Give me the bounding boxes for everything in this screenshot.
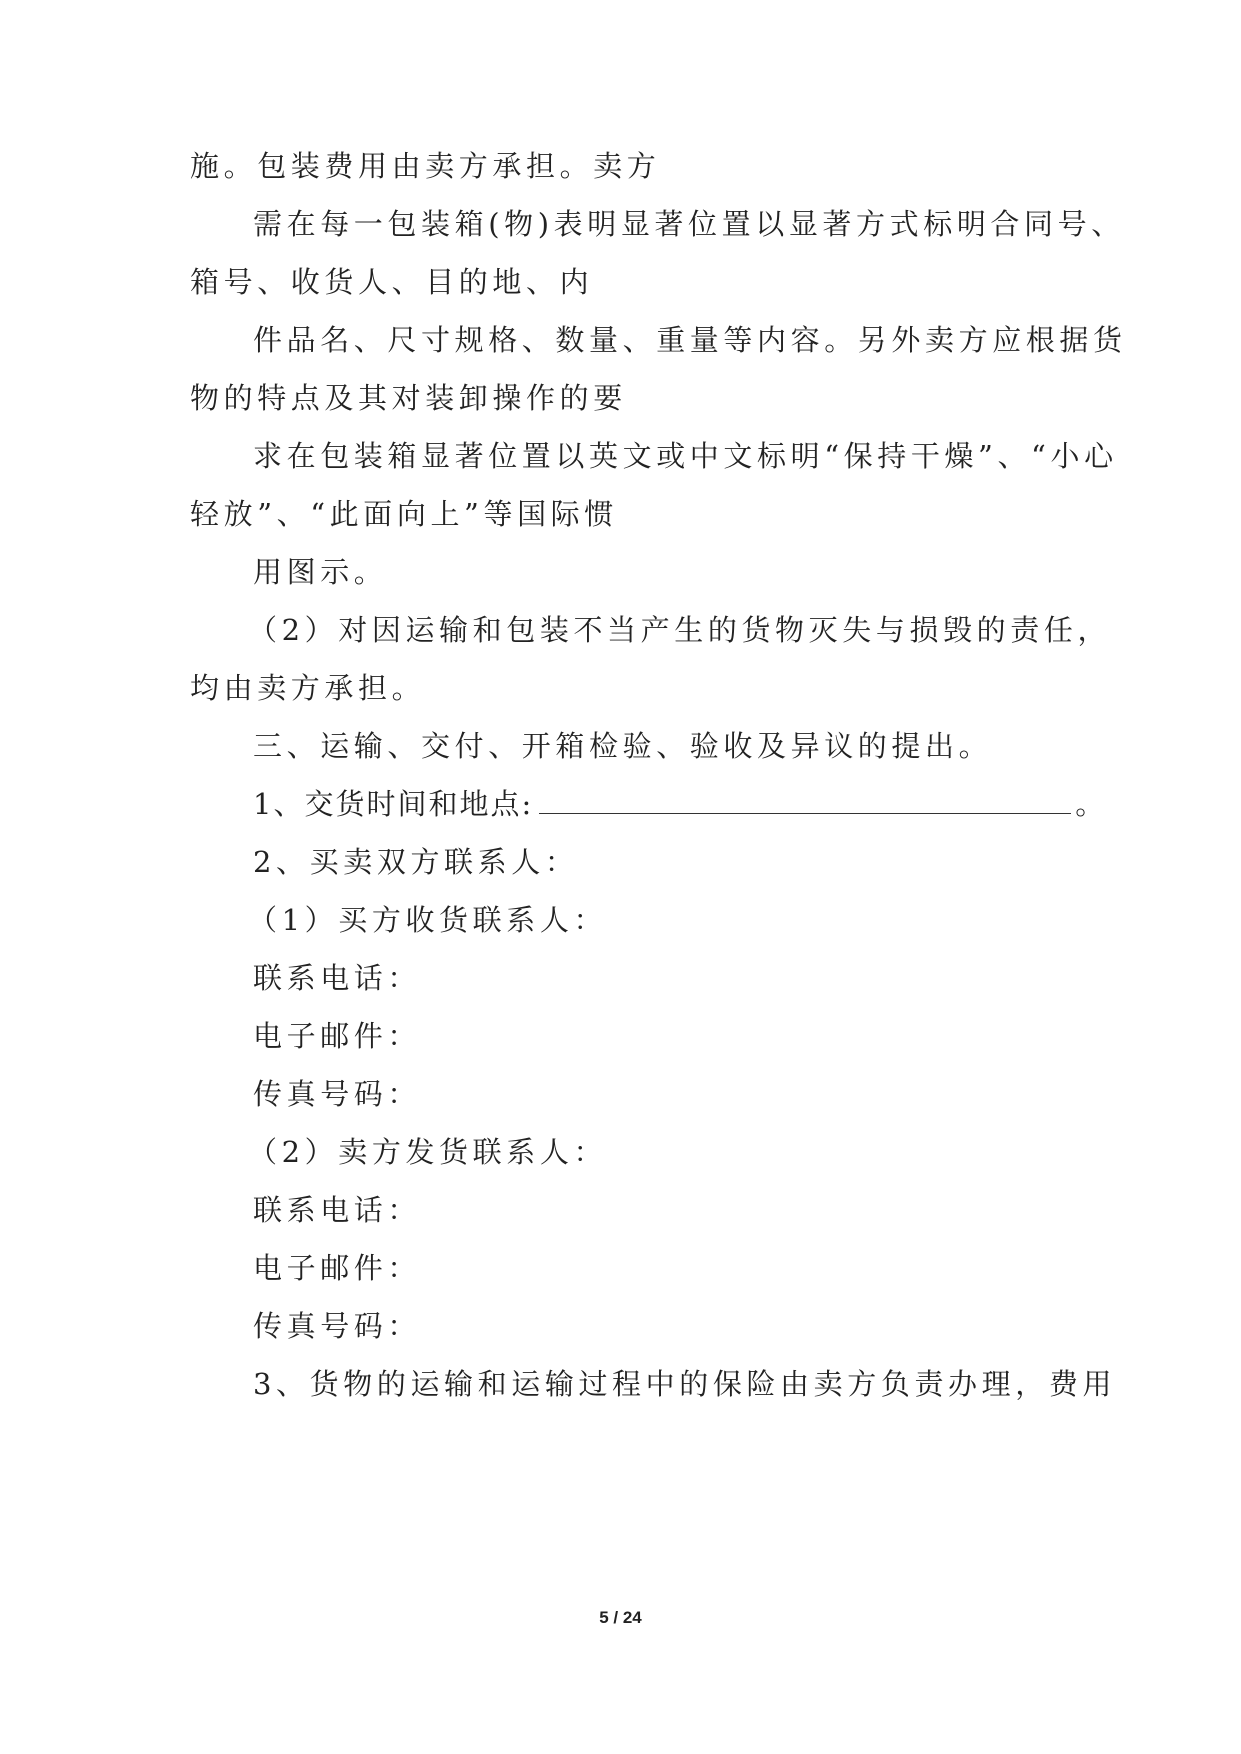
paragraph-line: 求在包装箱显著位置以英文或中文标明“保持干燥”、“小心 [253,439,1118,473]
buyer-fax-label: 传真号码： [253,1077,422,1111]
seller-fax-label: 传真号码： [253,1309,422,1343]
page-number: 5 / 24 [599,1608,642,1627]
paragraph-line: 物的特点及其对装卸操作的要 [190,381,627,415]
delivery-label: 1、交货时间和地点: [253,787,534,821]
delivery-line [253,786,1106,822]
paragraph-line: 施。包装费用由卖方承担。卖方 [190,149,661,183]
buyer-phone-label: 联系电话： [253,961,422,995]
buyer-email-label: 电子邮件： [253,1019,422,1053]
section-heading: 三、运输、交付、开箱检验、验收及异议的提出。 [253,729,993,763]
seller-phone-label: 联系电话： [253,1193,422,1227]
delivery-end: 。 [1075,787,1107,821]
paragraph-line: 3、货物的运输和运输过程中的保险由卖方负责办理，费用 [253,1367,1117,1401]
paragraph-line: （2）对因运输和包装不当产生的货物灭失与损毁的责任， [248,613,1112,647]
contacts-heading: 2、买卖双方联系人： [253,845,579,879]
seller-contact-heading: （2）卖方发货联系人： [248,1135,608,1169]
buyer-contact-heading: （1）买方收货联系人： [248,903,608,937]
delivery-blank-field[interactable] [539,791,1071,814]
paragraph-line: 件品名、尺寸规格、数量、重量等内容。另外卖方应根据货 [253,323,1127,357]
paragraph-line: 轻放”、“此面向上”等国际惯 [190,497,618,531]
seller-email-label: 电子邮件： [253,1251,422,1285]
paragraph-line: 需在每一包装箱(物)表明显著位置以显著方式标明合同号、 [253,207,1125,241]
paragraph-line: 均由卖方承担。 [190,671,426,705]
paragraph-line: 箱号、收货人、目的地、内 [190,265,594,299]
paragraph-line: 用图示。 [253,555,388,589]
